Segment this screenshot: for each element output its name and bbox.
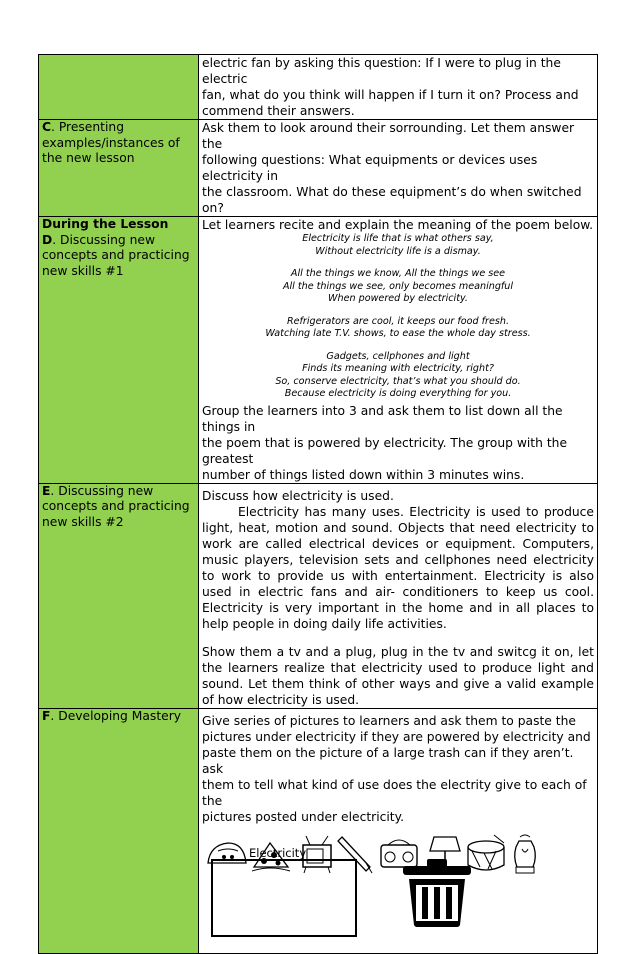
step-label: concepts and practicing	[42, 499, 190, 514]
text-line: the poem that is powered by electricity. The group with the greatest	[202, 435, 568, 466]
text-line: Ask them to look around their sorrounding. Let them answer the	[202, 121, 575, 151]
step-label: new skills #1	[42, 263, 124, 278]
poem-line: Watching late T.V. shows, to ease the whole day stress.	[265, 328, 531, 339]
poem	[202, 233, 594, 401]
table-row	[39, 483, 598, 708]
poem-line: Refrigerators are cool, it keeps our food fresh.	[286, 315, 510, 327]
text-line: fan, what do you think will happen if I turn it on? Process and	[202, 88, 579, 102]
lesson-plan-table	[38, 54, 598, 954]
table-row	[39, 708, 598, 953]
text-line: number of things listed down within 3 minutes wins.	[202, 467, 525, 482]
step-label: the new lesson	[42, 151, 135, 166]
step-label: concepts and practicing	[42, 248, 190, 263]
right-cell-d	[199, 217, 598, 484]
text-line: following questions: What equipments or devices uses electricity in	[202, 153, 538, 183]
right-cell-e	[199, 483, 598, 708]
left-cell-c	[39, 120, 199, 217]
left-cell-empty	[39, 55, 199, 120]
right-cell-c	[199, 120, 598, 217]
text-line: Give series of pictures to learners and ask them to paste the	[202, 713, 576, 728]
electricity-box	[211, 859, 357, 937]
step-letter: C	[42, 120, 52, 134]
poem-stanza	[202, 351, 594, 401]
electricity-label: Electricity	[249, 845, 307, 860]
text-line: them to tell what kind of use does the electrity give to each of the	[202, 777, 587, 808]
step-label: examples/instances of	[42, 135, 180, 150]
section-heading: During the Lesson	[42, 217, 169, 231]
table-row	[39, 217, 598, 484]
step-label: . Developing Mastery	[50, 708, 182, 723]
poem-stanza	[202, 316, 594, 341]
step-letter: F	[42, 708, 51, 723]
text-line: paste them on the picture of a large trash can if they aren’t. ask	[202, 745, 574, 776]
right-cell-intro	[199, 55, 598, 120]
poem-line: All the things we see, only becomes meaningful	[282, 280, 514, 292]
text-line: commend their answers.	[202, 104, 355, 118]
poem-line: Because electricity is doing everything for you.	[284, 388, 512, 399]
step-label: . Discussing new	[52, 232, 156, 247]
text-line: pictures posted under electricity.	[202, 809, 405, 824]
trash-can-icon	[397, 857, 477, 929]
left-cell-e	[39, 483, 199, 708]
discussion-title: Discuss how electricity is used.	[202, 488, 394, 503]
text-line: pictures under electricity if they are powered by electricity and	[202, 729, 591, 744]
left-cell-f	[39, 708, 199, 953]
poem-line: All the things we know, All the things we see	[290, 268, 506, 279]
step-label: . Presenting	[51, 120, 125, 134]
discussion-paragraph: Electricity has many uses. Electricity is used to produce light, heat, motion and sound. Objects that need electricity to work are called electrical devices or equipment. Computers, music players, television sets and cellphones need electricity to work to provide us with entertainment. Electricity is also used in electric fans and air- conditioners to keep us cool. Electricity is very important in the home and in all places to help people in doing daily life activities.	[202, 504, 594, 631]
step-label: new skills #2	[42, 514, 124, 529]
left-cell-d	[39, 217, 199, 484]
poem-line: So, conserve electricity, that’s what you should do.	[275, 375, 521, 387]
poem-line: Gadgets, cellphones and light	[326, 350, 470, 362]
right-cell-f	[199, 708, 598, 953]
poem-line: When powered by electricity.	[328, 293, 468, 304]
table-row	[39, 55, 598, 120]
step-label: . Discussing new	[50, 483, 154, 498]
activity-paragraph: Show them a tv and a plug, plug in the tv and switcg it on, let the learners realize that electricity used to produce light and sound. Let them think of other ways and give a valid example of how electricity is used.	[202, 644, 594, 707]
text-line: electric fan by asking this question: If I were to plug in the electric	[202, 56, 561, 86]
poem-stanza	[202, 233, 594, 258]
lantern-icon	[510, 833, 540, 877]
text-line: the classroom. What do these equipment’s do when switched on?	[202, 185, 582, 215]
step-letter: E	[42, 483, 51, 498]
poem-line: Finds its meaning with electricity, right?	[302, 363, 494, 374]
text-line: Group the learners into 3 and ask them to list down all the things in	[202, 403, 563, 434]
poem-line: Electricity is life that is what others say,	[302, 233, 494, 244]
poem-line: Without electricity life is a dismay.	[315, 245, 481, 257]
table-row	[39, 120, 598, 217]
text-line: Let learners recite and explain the meaning of the poem below.	[202, 218, 594, 232]
step-letter: D	[42, 232, 53, 247]
poem-stanza	[202, 268, 594, 306]
